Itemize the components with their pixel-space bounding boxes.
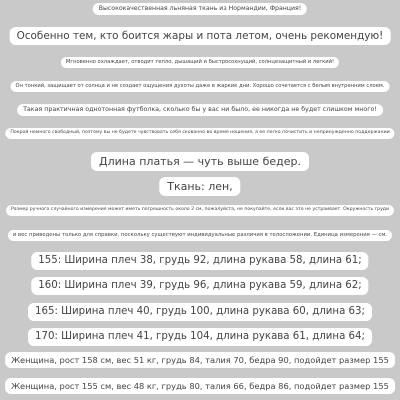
size-note-line-1: Размер ручного случайного измерения может иметь погрешность около 2 см, пожалуйста, не покупайте, если вас это не устраивает. Окружность груди [6, 205, 394, 216]
text-line-1: Высококачественная льняная ткань из Нормандии, Франция! [93, 3, 307, 15]
size-165-line: 165: Ширина плеч 40, грудь 100, длина рукава 60, длина 63; [28, 303, 372, 321]
text-line-4: Он тонкий, защищает от солнца и не создает ощущения духоты даже в жаркие дни. Хорошо сочетается с белым внутренним слоем. [11, 81, 390, 92]
size-note-line-2: и вес приведены только для справки, поскольку существуют индивидуальные различия в телосложении. Единица измерения — см. [8, 230, 392, 241]
text-line-6: Покрой немного свободный, поэтому вы не будете чувствовать себя скованно во время ношения, а ее легко почистить и непринужденно поддержании [5, 128, 394, 139]
text-line-3: Мгновенно охлаждает, отводит тепло, дышащий и быстросохнущий, солнцезащитный и легкий! [61, 57, 339, 68]
model-1-line: Женщина, рост 158 см, вес 51 кг, грудь 84, талия 70, бедра 90, подойдет размер 155 [5, 352, 395, 368]
text-line-5: Такая практичная однотонная футболка, сколько бы у вас ни было, ее никогда не будет слишком много! [17, 104, 383, 116]
size-155-line: 155: Ширина плеч 38, грудь 92, длина рукава 58, длина 61; [31, 252, 368, 270]
fabric-line: Ткань: лен, [159, 177, 240, 196]
model-2-line: Женщина, рост 155 см, вес 48 кг, грудь 80, талия 66, бедра 86, подойдет размер 155 [5, 378, 395, 394]
size-160-line: 160: Ширина плеч 39, грудь 96, длина рукава 59, длина 62; [31, 277, 368, 295]
size-170-line: 170: Ширина плеч 41, грудь 104, длина рукава 61, длина 64; [28, 328, 372, 346]
dress-length-line: Длина платья — чуть выше бедер. [91, 152, 309, 171]
text-line-2: Особенно тем, кто боится жары и пота летом, очень рекомендую! [10, 27, 391, 45]
